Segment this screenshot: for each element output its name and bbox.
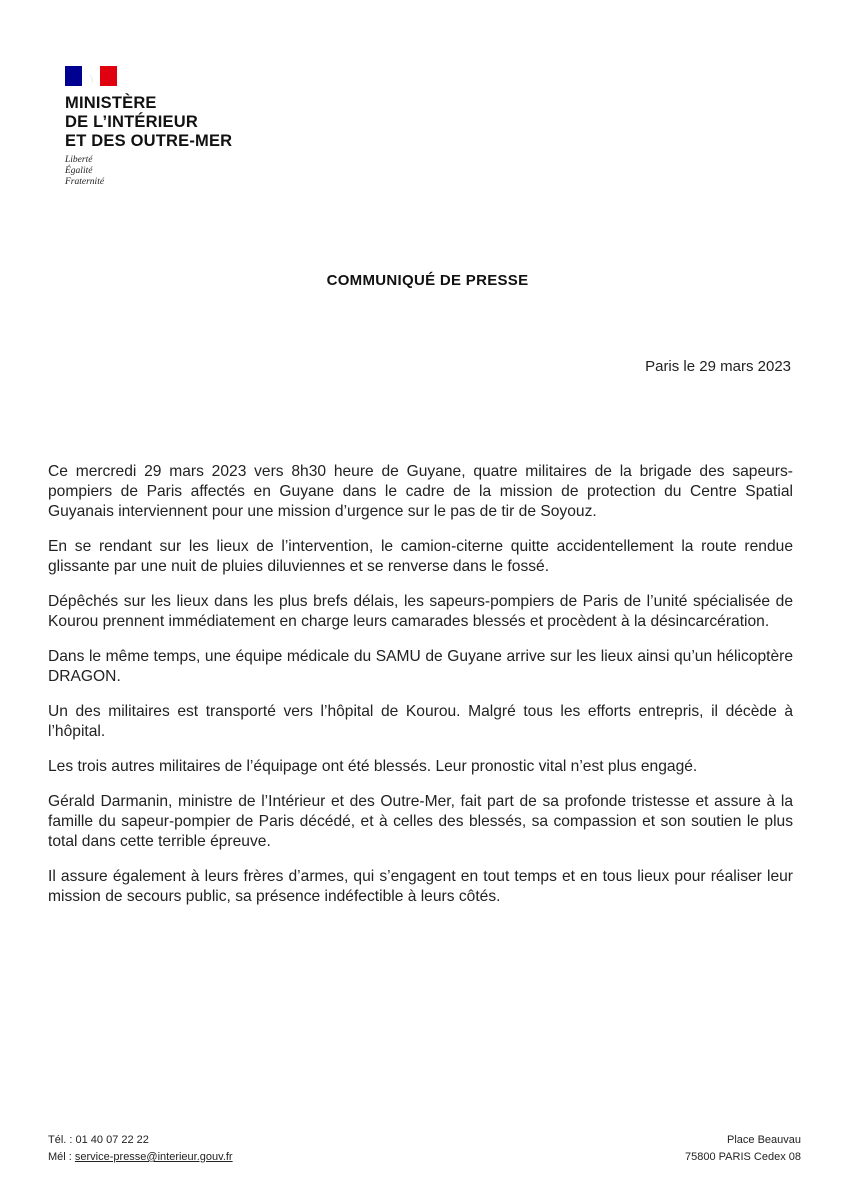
ministry-name-line: DE L’INTÉRIEUR: [65, 113, 198, 131]
address-line: 75800 PARIS Cedex 08: [685, 1151, 801, 1163]
republic-flag-icon: [65, 66, 117, 86]
footer-email-line: [48, 1149, 233, 1166]
body-paragraph: En se rendant sur les lieux de l’intervention, le camion-citerne quitte accidentellement la route rendue glissante par une nuit de pluies diluviennes et se renverse dans le fossé.: [48, 538, 793, 575]
motto-line: Fraternité: [65, 177, 105, 187]
email-link[interactable]: service-presse@interieur.gouv.fr: [74, 1151, 233, 1163]
ministry-name-line: MINISTÈRE: [65, 94, 157, 112]
republic-motto: [65, 155, 232, 188]
email-label: Mél :: [48, 1151, 75, 1163]
document-date: Paris le 29 mars 2023: [645, 358, 791, 375]
footer-phone-line: [48, 1132, 233, 1149]
ministry-name: [65, 94, 232, 151]
press-release-body: [48, 462, 793, 922]
body-paragraph: Gérald Darmanin, ministre de l’Intérieur et des Outre-Mer, fait part de sa profonde tristesse et assure à la famille du sapeur-pompier de Paris décédé, et à celles des blessés, sa compassion et son soutien le plus total dans cette terrible épreuve.: [48, 793, 793, 850]
phone-number: 01 40 07 22 22: [75, 1134, 149, 1146]
document-title: COMMUNIQUÉ DE PRESSE: [326, 272, 529, 289]
body-paragraph: Un des militaires est transporté vers l’hôpital de Kourou. Malgré tous les efforts entrepris, il décède à l’hôpital.: [48, 703, 793, 740]
address-line: Place Beauvau: [727, 1134, 801, 1146]
marianne-profile-icon: [81, 68, 101, 86]
body-paragraph: Les trois autres militaires de l’équipage ont été blessés. Leur pronostic vital n’est plus engagé.: [48, 758, 698, 775]
phone-label: Tél. :: [48, 1134, 76, 1146]
ministry-logo: [65, 66, 232, 188]
motto-line: Égalité: [65, 166, 93, 176]
footer-contact: [48, 1132, 233, 1166]
footer-address: [685, 1132, 801, 1166]
body-paragraph: Dans le même temps, une équipe médicale du SAMU de Guyane arrive sur les lieux ainsi qu’un hélicoptère DRAGON.: [48, 648, 793, 685]
body-paragraph: Il assure également à leurs frères d’armes, qui s’engagent en tout temps et en tous lieux pour réaliser leur mission de secours public, sa présence indéfectible à leurs côtés.: [48, 868, 793, 905]
motto-line: Liberté: [65, 155, 93, 165]
body-paragraph: Ce mercredi 29 mars 2023 vers 8h30 heure de Guyane, quatre militaires de la brigade des sapeurs-pompiers de Paris affectés en Guyane dans le cadre de la mission de protection du Centre Spatial Guyanais interviennent pour une mission d’urgence sur le pas de tir de Soyouz.: [48, 463, 793, 520]
ministry-name-line: ET DES OUTRE-MER: [65, 132, 233, 150]
body-paragraph: Dépêchés sur les lieux dans les plus brefs délais, les sapeurs-pompiers de Paris de l’unité spécialisée de Kourou prennent immédiatement en charge leurs camarades blessés et procèdent à la désincarcération.: [48, 593, 793, 630]
